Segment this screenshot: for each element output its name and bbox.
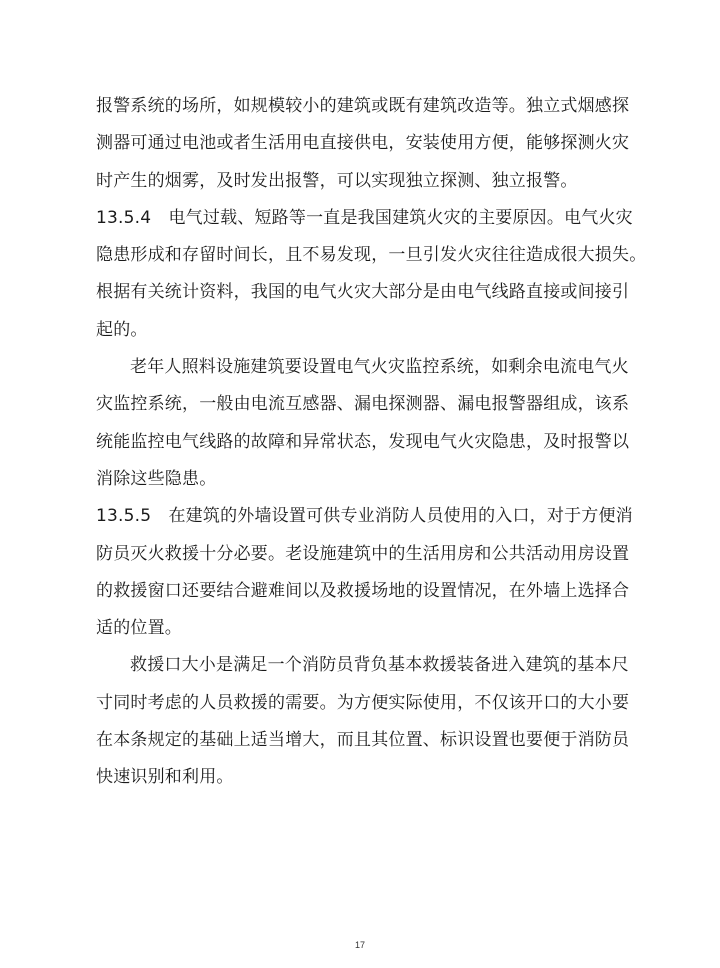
text-line: 防员灭火救援十分必要。老设施建筑中的生活用房和公共活动用房设置 [96, 543, 630, 564]
text-line: 隐患形成和存留时间长，且不易发现，一旦引发火灾往往造成很大损失。 [96, 245, 647, 266]
body-text [96, 88, 647, 797]
text-line: 快速识别和利用。 [96, 767, 234, 788]
text-line: 灾监控系统，一般由电流互感器、漏电探测器、漏电报警器组成，该系 [96, 394, 630, 415]
text-line: 的救援窗口还要结合避难间以及救援场地的设置情况，在外墙上选择合 [96, 580, 630, 601]
page-number: 17 [354, 940, 365, 950]
paragraph-first-line: 老年人照料设施建筑要设置电气火灾监控系统，如剩余电流电气火 [130, 357, 629, 378]
text-line: 消除这些隐患。 [96, 468, 217, 489]
text-line: 寸同时考虑的人员救援的需要。为方便实际使用，不仅该开口的大小要 [96, 692, 630, 713]
text-line: 在本条规定的基础上适当增大，而且其位置、标识设置也要便于消防员 [96, 730, 630, 751]
text-line: 统能监控电气线路的故障和异常状态，发现电气火灾隐患，及时报警以 [96, 431, 630, 452]
text-line: 报警系统的场所，如规模较小的建筑或既有建筑改造等。独立式烟感探 [96, 96, 630, 116]
paragraph-first-line: 救援口大小是满足一个消防员背负基本救援装备进入建筑的基本尺 [130, 655, 629, 676]
text-line: 起的。 [96, 319, 148, 340]
text-line: 测器可通过电池或者生活用电直接供电，安装使用方便，能够探测火灾 [96, 133, 630, 154]
section-13-5-4-first-line: 13.5.4 电气过载、短路等一直是我国建筑火灾的主要原因。电气火灾 [96, 207, 633, 228]
text-line: 时产生的烟雾，及时发出报警，可以实现独立探测、独立报警。 [96, 170, 578, 191]
text-line: 根据有关统计资料，我国的电气火灾大部分是由电气线路直接或间接引 [96, 282, 630, 303]
section-13-5-5-first-line: 13.5.5 在建筑的外墙设置可供专业消防人员使用的入口，对于方便消 [96, 506, 633, 527]
text-line: 适的位置。 [96, 618, 182, 639]
